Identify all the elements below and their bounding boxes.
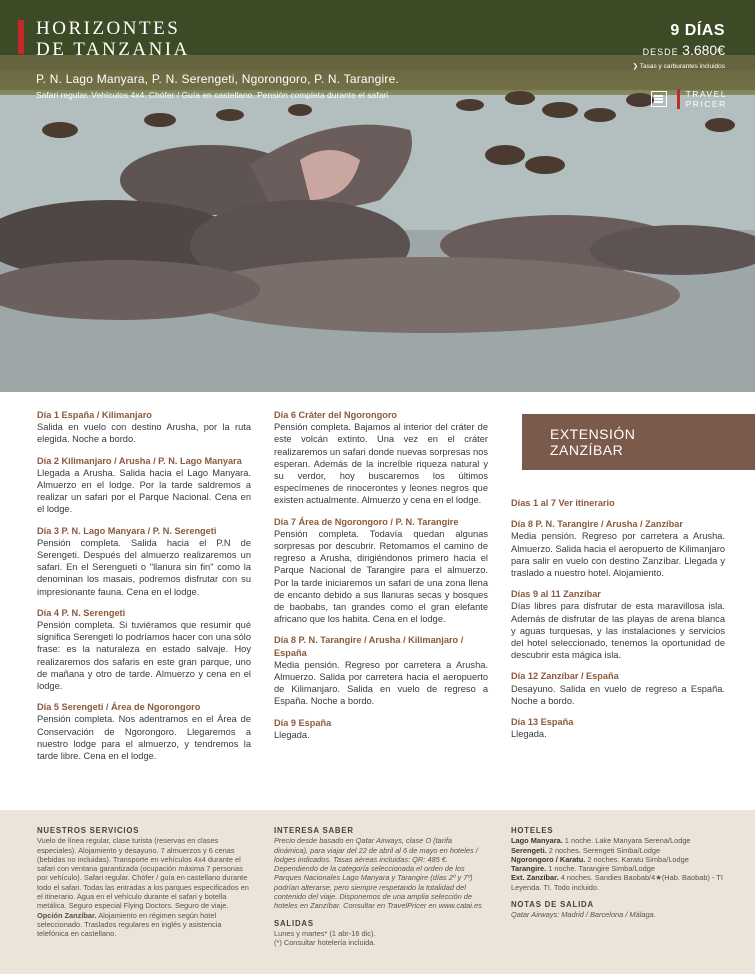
itinerary-day bbox=[37, 607, 251, 692]
exit-notes-title: NOTAS DE SALIDA bbox=[511, 900, 594, 910]
itinerary-day bbox=[274, 717, 488, 741]
hotel-location: Lago Manyara. bbox=[511, 836, 563, 846]
itinerary-column-1 bbox=[37, 409, 251, 771]
calculator-icon bbox=[651, 91, 667, 107]
option-zanzibar bbox=[37, 911, 251, 939]
logo-line1: TRAVEL bbox=[685, 89, 727, 99]
logo-line2: PRICER bbox=[685, 99, 727, 109]
price-note: ❯ Tasas y carburantes incluidos bbox=[632, 63, 725, 70]
info-footer bbox=[0, 810, 755, 974]
hotel-line bbox=[511, 873, 725, 882]
hotel-location: Tarangire. bbox=[511, 864, 547, 874]
day-title: Día 7 Área de Ngorongoro / P. N. Tarangire bbox=[274, 516, 459, 527]
day-title: Día 9 España bbox=[274, 717, 332, 728]
itinerary-day bbox=[37, 701, 251, 762]
day-text: Pensión completa. Salida hacia el P.N de Serengeti. Después del almuerzo realizaremos un safari. En el Serengueti o "llanura sin fin" como la denominan los masais, podremos disfrutar con su impresionante fauna. Cena en el lodge. bbox=[37, 537, 251, 597]
hotel-detail: 2 noches. Serengeti Simba/Lodge bbox=[546, 845, 661, 855]
day-title: Día 8 P. N. Tarangire / Arusha / Kilimanjaro / España bbox=[274, 635, 464, 658]
trip-summary: Safari regular. Vehículos 4x4. Chófer / Guía en castellano. Pensión completa durante el safari bbox=[36, 90, 389, 100]
departures-line1: Lunes y martes* (1 abr-16 dic). bbox=[274, 928, 376, 938]
departures-line2: (*) Consultar hotelería incluida. bbox=[274, 938, 376, 948]
itinerary-day bbox=[37, 409, 251, 446]
itinerary-day bbox=[274, 634, 488, 707]
itinerary-day bbox=[511, 588, 725, 661]
hotel-line bbox=[511, 846, 725, 855]
hotel-line bbox=[511, 855, 725, 864]
itinerary-day bbox=[37, 525, 251, 598]
itinerary-day bbox=[511, 518, 725, 579]
option-text: Alojamiento en régimen según hotel seleccionado. Traslados regulares en inglés y asistencia telefónica en castellano. bbox=[37, 910, 222, 939]
trip-title-line2: DE TANZANIA bbox=[36, 39, 190, 60]
day-text: Pensión completa. Todavía quedan algunas sorpresas por descubrir. Retomamos el camino de regreso a Arusha, dirigiéndonos primero hacia el Parque Nacional de Tarangire para el almuerzo. Por la tarde iniciaremos un safari de una zona llena de encanto debido a sus llanuras secas y bosques de baobabs, tan grandes como el gran elefante africano que los habita. Cena en el lodge. bbox=[274, 528, 488, 625]
day-text: Pensión completa. Bajamos al interior del cráter de este volcán extinto. Una vez en el cráter realizaremos un safari donde nuevas sorpresas nos esperan. Además de la increíble riqueza natural y su verdor, hoy buscaremos los últimos especímenes de rinocerontes y leones negros que existen actualmente. Almuerzo y cena en el lodge. bbox=[274, 422, 488, 506]
extension-line1: EXTENSIÓN bbox=[550, 426, 636, 442]
hotel-location: Ext. Zanzíbar. bbox=[511, 873, 559, 883]
day-text: Llegada a Arusha. Salida hacia el Lago Manyara. Almuerzo en el lodge. Por la tarde saldremos a realizar un safari por el Parque Nacional. Cena en el lodge. bbox=[37, 467, 251, 515]
travelpricer-logo bbox=[651, 89, 727, 109]
price-note-text: Tasas y carburantes incluidos bbox=[639, 63, 725, 70]
price-prefix: DESDE bbox=[642, 47, 679, 57]
trip-title-line1: HORIZONTES bbox=[36, 18, 181, 39]
itinerary-day bbox=[511, 497, 725, 509]
day-title: Día 1 España / Kilimanjaro bbox=[37, 410, 152, 420]
trip-title bbox=[36, 18, 190, 60]
day-text: Pensión completa. Nos adentramos en el Área de Conservación de Ngorongoro. Llegaremos a nuestro lodge para el almuerzo, y tendremos la tarde libre. Cena en el lodge. bbox=[37, 714, 251, 762]
exit-notes-text: Qatar Airways: Madrid / Barcelona / Málaga. bbox=[511, 910, 656, 920]
title-accent-bar bbox=[18, 20, 24, 54]
day-text: Media pensión. Regreso por carretera a Arusha. Almuerzo. Salida hacia el aeropuerto de Kilimanjaro para salir en vuelo con destino Zanzíbar. Llegada y traslado a nuestro hotel. Alojamiento. bbox=[511, 531, 725, 579]
day-title: Día 6 Cráter del Ngorongoro bbox=[274, 410, 398, 420]
day-text: Media pensión. Regreso por carretera a Arusha. Almuerzo. Salida por carretera hacia el aeropuerto de Kilimanjaro. Salida en vuelo de regreso a España. Noche a bordo. bbox=[274, 659, 488, 707]
interest-section bbox=[274, 826, 488, 948]
day-title: Días 1 al 7 Ver itinerario bbox=[511, 498, 615, 508]
hotel-detail: 2 noches. Karatu Simba/Lodge bbox=[585, 854, 689, 864]
itinerary-column-2 bbox=[274, 409, 488, 750]
itinerary-day bbox=[511, 716, 725, 740]
logo-divider bbox=[677, 89, 680, 109]
hotels-section bbox=[511, 826, 725, 920]
trip-duration: 9 DÍAS bbox=[670, 22, 725, 39]
day-title: Día 5 Serengeti / Área de Ngorongoro bbox=[37, 702, 201, 713]
hotel-detail: 1 noche. Tarangire Simba/Lodge bbox=[546, 864, 655, 874]
day-text: Llegada. bbox=[274, 729, 310, 740]
day-title: Día 2 Kilimanjaro / Arusha / P. N. Lago Manyara bbox=[37, 455, 242, 466]
services-section bbox=[37, 826, 251, 939]
day-title: Día 13 España bbox=[511, 717, 574, 728]
hotel-line bbox=[511, 864, 725, 873]
hotel-location: Serengeti. bbox=[511, 845, 547, 855]
hotels-title: HOTELES bbox=[511, 826, 554, 835]
day-text: Desayuno. Salida en vuelo de regreso a España. Noche a bordo. bbox=[511, 683, 725, 706]
price-value: 3.680€ bbox=[682, 42, 725, 58]
day-title: Días 9 al 11 Zanzíbar bbox=[511, 589, 601, 600]
itinerary-day bbox=[274, 409, 488, 507]
services-text: Vuelo de línea regular, clase turista (reservas en clases especiales). Alojamiento y desayuno. 7 almuerzos y 6 cenas (bebidas no incluidas). Transporte en vehículos 4x4 durante el safari con ventana garantizada (ocupación máxima 7 personas por vehículo). Safari regular. Chófer / guía en castellano durante todo el safari. Todas las entradas a los parques especificados en el itinerario. Agua en el vehículo durante el safari y botella metálica. Seguro especial Flying Doctors. Seguro de viaje. bbox=[37, 836, 249, 911]
extension-banner bbox=[522, 414, 755, 470]
day-title: Día 4 P. N. Serengeti bbox=[37, 607, 126, 618]
itinerary-column-3 bbox=[511, 497, 725, 749]
hotel-detail: 4 noches. Sandies Baobab/4★(Hab. Baobab) - TI bbox=[558, 873, 723, 883]
price-line bbox=[633, 42, 725, 58]
interest-title: INTERESA SABER bbox=[274, 826, 354, 835]
option-label: Opción Zanzíbar. bbox=[37, 910, 97, 920]
hotel-location: Ngorongoro / Karatu. bbox=[511, 854, 586, 864]
services-title: NUESTROS SERVICIOS bbox=[37, 826, 140, 835]
itinerary-day bbox=[511, 670, 725, 707]
day-title: Día 8 P. N. Tarangire / Arusha / Zanzíbar bbox=[511, 519, 683, 530]
extension-line2: ZANZÍBAR bbox=[550, 442, 624, 458]
day-text: Días libres para disfrutar de esta maravillosa isla. Además de disfrutar de las playas de arena blanca y aguas turquesas, y las instalaciones y servicios del hotel seleccionado, tenemos la oportunidad de descubrir esta mágica isla. bbox=[511, 601, 725, 661]
hotels-legend: Leyenda. TI. Todo incluido. bbox=[511, 882, 600, 892]
day-text: Pensión completa. Si tuviéramos que resumir qué significa Serengeti lo podríamos hacer con una sólo frase: es la naturaleza en estado salvaje. Hoy realizaremos dos safaris en este gran parque, uno de mañana y otro de tarde. Almuerzo y cena en el lodge. bbox=[37, 620, 251, 692]
logo-text bbox=[686, 89, 727, 109]
departures-title: SALIDAS bbox=[274, 918, 314, 928]
day-text: Llegada. bbox=[511, 729, 547, 740]
itinerary-day bbox=[37, 455, 251, 516]
interest-text: Precio desde basado en Qatar Airways, clase O (tarifa dinámica), para viajar del 22 de abril al 6 de mayo en hoteles / lodges indicados. Tasas aéreas incluidas: QR: 485 €. Dependiendo de la categoría seleccionada el orden de los Parques Nacionales Lago Manyara y Tarangire (días 2º y 7º) podrían alterarse, pero siempre respetando la totalidad del contenido del viaje. Disponemos de una amplia selección de hoteles en Zanzíbar. Consultar en TravelPricer en www.catai.es bbox=[274, 836, 482, 911]
day-title: Día 3 P. N. Lago Manyara / P. N. Serengeti bbox=[37, 525, 217, 536]
trip-subtitle: P. N. Lago Manyara, P. N. Serengeti, Ngorongoro, P. N. Tarangire. bbox=[36, 72, 399, 86]
itinerary-day bbox=[274, 516, 488, 626]
price-box bbox=[633, 22, 725, 70]
hero-photo bbox=[0, 0, 755, 392]
hotel-detail: 1 noche. Lake Manyara Serena/Lodge bbox=[562, 836, 691, 846]
day-text: Salida en vuelo con destino Arusha, por la ruta elegida. Noche a bordo. bbox=[37, 422, 251, 445]
day-title: Día 12 Zanzíbar / España bbox=[511, 671, 619, 682]
hotel-line bbox=[511, 836, 725, 845]
